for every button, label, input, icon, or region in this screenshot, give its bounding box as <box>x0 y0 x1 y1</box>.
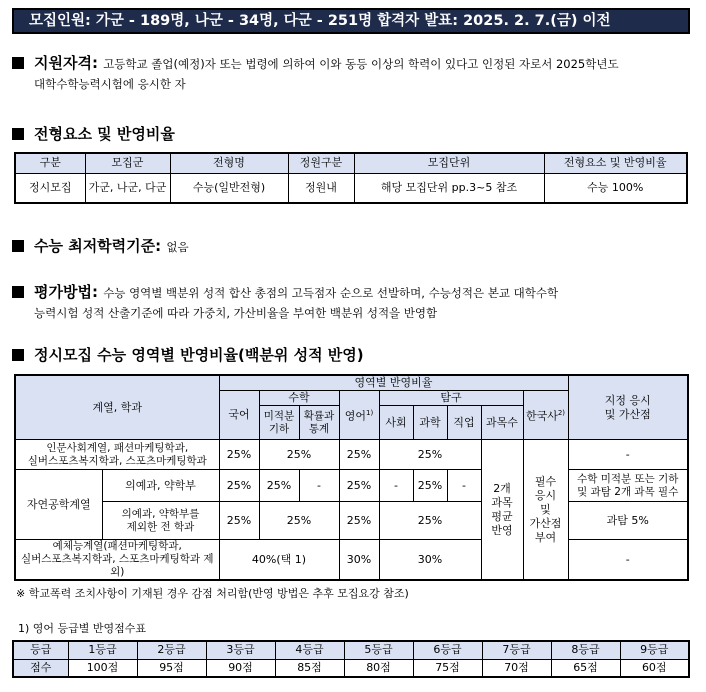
selection-header: 전형명 <box>170 153 288 173</box>
selection-header: 모집단위 <box>354 153 544 173</box>
bonus-cell: - <box>568 440 688 470</box>
bullet-square-icon <box>12 286 24 298</box>
english-cell: 25% <box>339 470 379 502</box>
dept-header: 계열, 학과 <box>15 375 219 440</box>
subjects-line: 평균 <box>491 509 513 523</box>
ratio-table <box>14 374 689 581</box>
english-sup: 1) <box>366 409 374 418</box>
grade-header: 5등급 <box>344 641 413 659</box>
english-label: 영어 <box>344 409 367 423</box>
grade-score: 65점 <box>551 659 620 677</box>
inquiry-cell: 25% <box>379 440 481 470</box>
subjects-cell <box>481 440 523 581</box>
evaluation-title: 평가방법: <box>34 283 98 301</box>
korean-cell: 25% <box>219 440 259 470</box>
ratio-row <box>15 440 688 470</box>
grade-score: 점수 <box>13 659 68 677</box>
history-line: 응시 <box>534 488 557 502</box>
dept-cell <box>15 540 219 581</box>
grade-header: 등급 <box>13 641 68 659</box>
grade-header: 4등급 <box>275 641 344 659</box>
recruitment-banner: 모집인원: 가군 - 189명, 나군 - 34명, 다군 - 251명 합격자 발표: 2025. 2. 7.(금) 이전 <box>12 8 690 34</box>
inquiry-cell: 25% <box>379 502 481 540</box>
qualification-section <box>12 52 702 95</box>
selection-cell: 해당 모집단위 pp.3~5 참조 <box>354 173 544 203</box>
grade-score: 95점 <box>137 659 206 677</box>
social-cell: - <box>379 470 413 502</box>
dept-line: 의예과, 약학부를 <box>121 507 200 520</box>
selection-header-row <box>15 153 687 173</box>
grade-score: 85점 <box>275 659 344 677</box>
korean-header: 국어 <box>219 391 259 440</box>
dept-line: 실버스포츠복지학과, 스포츠마케팅학과 제외) <box>20 553 214 578</box>
bonus-line: 수학 미적분 또는 기하 <box>577 472 679 485</box>
job-header: 직업 <box>447 406 481 440</box>
grade-header: 3등급 <box>206 641 275 659</box>
evaluation-text-1: 수능 영역별 백분위 성적 합산 총점의 고득점자 순으로 선발하며, 수능성적은 본교 대학수학 <box>103 286 559 300</box>
history-header <box>523 391 568 440</box>
selection-cell: 정시모집 <box>15 173 85 203</box>
grade-header: 8등급 <box>551 641 620 659</box>
inquiry-cell: 30% <box>379 540 481 581</box>
grade-header: 9등급 <box>620 641 689 659</box>
math-cell: 25% <box>259 440 339 470</box>
grade-header: 1등급 <box>68 641 137 659</box>
math-stats-label-1: 확률과 <box>303 409 335 422</box>
grade-score: 70점 <box>482 659 551 677</box>
dept-line: 예체능계열(패션마케팅학과, <box>52 540 182 552</box>
math-cell: 25% <box>259 502 339 540</box>
bonus-cell: - <box>568 540 688 581</box>
footnote: ※ 학교폭력 조치사항이 기재된 경우 감점 처리함(반영 방법은 추후 모집요강 참조) <box>16 587 409 600</box>
math-calculus-label: 미적분 <box>263 409 295 422</box>
grade-score: 80점 <box>344 659 413 677</box>
math-stats-cell: - <box>299 470 339 502</box>
science-cell: 25% <box>413 470 447 502</box>
area-header: 영역별 반영비율 <box>219 375 568 391</box>
english-cell: 25% <box>339 502 379 540</box>
subjects-line: 과목 <box>491 495 513 509</box>
grade-score-row <box>13 659 689 677</box>
grade-score: 60점 <box>620 659 689 677</box>
bonus-header-1: 지정 응시 <box>604 393 651 407</box>
grade-table <box>12 640 690 678</box>
history-line: 및 <box>540 502 551 516</box>
grade-header: 7등급 <box>482 641 551 659</box>
selection-title: 전형요소 및 반영비율 <box>34 125 175 143</box>
selection-cell: 수능 100% <box>544 173 687 203</box>
math-calculus-header <box>259 406 299 440</box>
minimum-section <box>12 235 189 256</box>
korean-cell: 25% <box>219 502 259 540</box>
selection-row <box>15 173 687 203</box>
grade-header: 2등급 <box>137 641 206 659</box>
math-stats-label-2: 통계 <box>308 422 330 435</box>
selection-header: 모집군 <box>85 153 170 173</box>
dept-cell <box>15 440 219 470</box>
selection-cell: 수능(일반전형) <box>170 173 288 203</box>
ratio-row <box>15 470 688 502</box>
selection-header: 정원구분 <box>288 153 354 173</box>
selection-cell: 가군, 나군, 다군 <box>85 173 170 203</box>
selection-header: 구분 <box>15 153 85 173</box>
history-label: 한국사 <box>525 409 558 423</box>
history-cell <box>523 440 568 581</box>
math-calculus-cell: 25% <box>259 470 299 502</box>
ratio-row <box>15 502 688 540</box>
ratio-row <box>15 540 688 581</box>
bonus-header <box>568 375 688 440</box>
english-header <box>339 391 379 440</box>
selection-header: 전형요소 및 반영비율 <box>544 153 687 173</box>
bullet-square-icon <box>12 57 24 69</box>
dept-cell <box>102 502 219 540</box>
english-cell: 25% <box>339 440 379 470</box>
math-header: 수학 <box>259 391 339 406</box>
bullet-square-icon <box>12 240 24 252</box>
subjects-header: 과목수 <box>481 406 523 440</box>
ratio-heading <box>12 344 364 365</box>
bonus-line: 및 과탐 2개 과목 필수 <box>577 485 679 498</box>
grade-header-row <box>13 641 689 659</box>
bullet-square-icon <box>12 349 24 361</box>
group-cell: 자연공학계열 <box>15 470 102 540</box>
qualification-title: 지원자격: <box>34 54 98 72</box>
qualification-text-2: 대학수학능력시험에 응시한 자 <box>34 77 186 91</box>
english-cell: 30% <box>339 540 379 581</box>
korean-math-cell: 40%(택 1) <box>219 540 339 581</box>
science-header: 과학 <box>413 406 447 440</box>
dept-line: 실버스포츠복지학과, 스포츠마케팅학과 <box>27 454 207 467</box>
job-cell: - <box>447 470 481 502</box>
evaluation-section <box>12 281 702 324</box>
grade-score: 100점 <box>68 659 137 677</box>
selection-cell: 정원내 <box>288 173 354 203</box>
inquiry-header: 탐구 <box>379 391 523 406</box>
qualification-text-1: 고등학교 졸업(예정)자 또는 법령에 의하여 이와 동등 이상의 학력이 있다고 인정된 자로서 2025학년도 <box>103 57 619 71</box>
korean-cell: 25% <box>219 470 259 502</box>
bullet-square-icon <box>12 128 24 140</box>
evaluation-text-2: 능력시험 성적 산출기준에 따라 가중치, 가산비율을 부여한 백분위 성적을 반영함 <box>34 306 438 320</box>
dept-line: 인문사회계열, 패션마케팅학과, <box>46 441 189 454</box>
bonus-cell <box>568 470 688 502</box>
grade-header: 6등급 <box>413 641 482 659</box>
minimum-value: 없음 <box>166 240 189 254</box>
math-stats-header <box>299 406 339 440</box>
grade-score: 75점 <box>413 659 482 677</box>
social-header: 사회 <box>379 406 413 440</box>
minimum-title: 수능 최저학력기준: <box>34 237 162 255</box>
grade-title: 1) 영어 등급별 반영점수표 <box>18 622 147 635</box>
history-sup: 2) <box>557 409 566 418</box>
history-line: 가산점 <box>529 516 562 530</box>
history-line: 부여 <box>534 530 557 544</box>
bonus-cell: 과탐 5% <box>568 502 688 540</box>
selection-table <box>14 152 688 204</box>
subjects-line: 반영 <box>491 523 513 537</box>
grade-score: 90점 <box>206 659 275 677</box>
ratio-title: 정시모집 수능 영역별 반영비율(백분위 성적 반영) <box>34 346 364 364</box>
dept-line: 제외한 전 학과 <box>126 520 195 533</box>
math-geometry-label: 기하 <box>268 422 290 435</box>
selection-heading <box>12 123 175 144</box>
dept-cell: 의예과, 약학부 <box>102 470 219 502</box>
bonus-header-2: 및 가산점 <box>604 407 651 421</box>
history-line: 필수 <box>534 474 557 488</box>
subjects-line: 2개 <box>493 481 511 495</box>
